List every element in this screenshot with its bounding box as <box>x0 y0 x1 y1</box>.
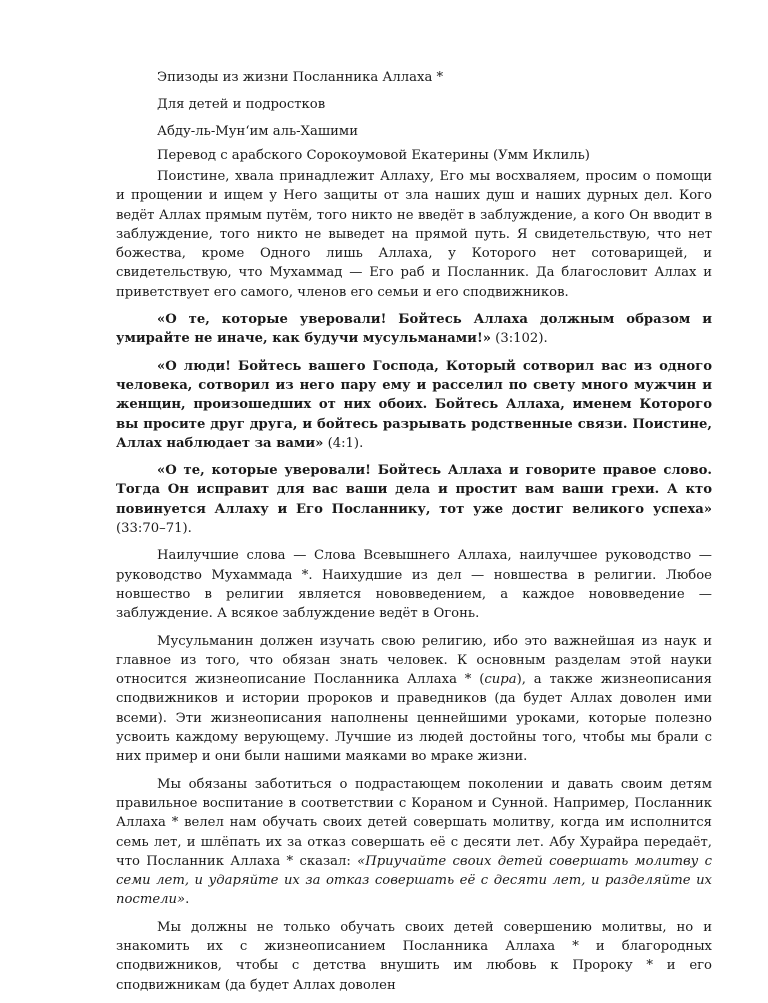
book-audience: Для детей и подростков <box>157 97 326 112</box>
quote-reference: (33:70–71). <box>116 521 192 537</box>
quote-reference: (4:1). <box>323 435 364 451</box>
quote-33-70 <box>116 461 712 538</box>
quote-text: «О те, которые уверовали! Бойтесь Аллаха и говорите правое слово. Тогда Он исправит для вас ваши дела и простит вам ваши грехи. А кто повинуется Аллаху и Его Посланнику, тот уже достиг великого успеха» <box>116 463 712 517</box>
book-author: Абду-ль-Мун‘им аль-Хашими <box>157 124 358 139</box>
paragraph-teaching: Мы должны не только обучать своих детей совершению молитвы, но и знакомить их с жизнеописанием Посланника Аллаха * и благородных сподвижников, чтобы с детства внушить им любовь к Пророку * и его сподвижникам (да будет Аллах доволен <box>116 919 712 993</box>
quote-4-1 <box>116 357 712 453</box>
term-sira: сира <box>484 672 517 688</box>
paragraph-best-words: Наилучшие слова — Слова Всевышнего Аллаха, наилучшее руководство — руководство Мухаммада *. Наихудшие из дел — новшества в религии. Любое новшество в религии является нововведением, а каждое нововведение — заблуждение. А всякое заблуждение ведёт в Огонь. <box>116 548 712 622</box>
book-title: Эпизоды из жизни Посланника Аллаха * <box>157 70 444 85</box>
quote-text: «О люди! Бойтесь вашего Господа, Который сотворил вас из одного человека, сотворил из него пару ему и расселил по свету много мужчин и женщин, произошедших от них обоих. Бойтесь Аллаха, именем Которого вы просите друг друга, и бойтесь разрывать родственные связи. Поистине, Аллах наблюдает за вами» <box>116 358 712 451</box>
paragraph-upbringing: Мы обязаны заботиться о подрастающем поколении и давать своим детям правильное воспитание в соответствии с Кораном и Сунной. Например, Посланник Аллаха * велел нам обучать своих детей совершать молитву, когда им исполнится семь лет, и шлёпать их за отказ совершать её с десяти лет. Абу Хурайра передаёт, что Посланник Аллаха * сказал: «Приучайте своих детей совершать молитву с семи лет, и ударяйте их за отказ совершать её с десяти лет, и разделяйте их постели». <box>116 776 712 908</box>
paragraph-opening: Поистине, хвала принадлежит Аллаху, Его мы восхваляем, просим о помощи и прощении и ищем у Него защиты от зла наших душ и наших дурных дел. Кого ведёт Аллах прямым путём, того никто не введёт в заблуждение, а кого Он вводит в заблуждение, того никто не выведет на прямой путь. Я свидетельствую, что нет божества, кроме Одного лишь Аллаха, у Которого нет сотоварищей, и свидетельствую, что Мухаммад — Его раб и Посланник. Да благословит Аллах и приветствует его самого, членов его семьи и его сподвижников. <box>116 169 712 300</box>
document-body <box>116 167 712 1003</box>
paragraph-study: Мусульманин должен изучать свою религию, ибо это важнейшая из наук и главное из того, что обязан знать человек. К основным разделам этой науки относится жизнеописание Посланника Аллаха * (сира), а также жизнеописания сподвижников и истории пророков и праведников (да будет Аллах доволен ими всеми). Эти жизнеописания наполнены ценнейшими уроками, которые полезно усвоить каждому верующему. Лучшие из людей достойны того, чтобы мы брали с них пример и они были нашими маяками во мраке жизни. <box>116 633 713 765</box>
quote-text: «О те, которые уверовали! Бойтесь Аллаха должным образом и умирайте не иначе, как будучи мусульманами!» <box>116 312 712 347</box>
quote-3-102 <box>116 310 712 349</box>
quote-reference: (3:102). <box>490 331 548 347</box>
hadith-quote: «Приучайте своих детей совершать молитву с семи лет, и ударяйте их за отказ совершать её с десяти лет, и разделяйте их постели» <box>116 853 712 908</box>
book-translator: Перевод с арабского Сорокоумовой Екатерины (Умм Иклиль) <box>157 148 590 163</box>
